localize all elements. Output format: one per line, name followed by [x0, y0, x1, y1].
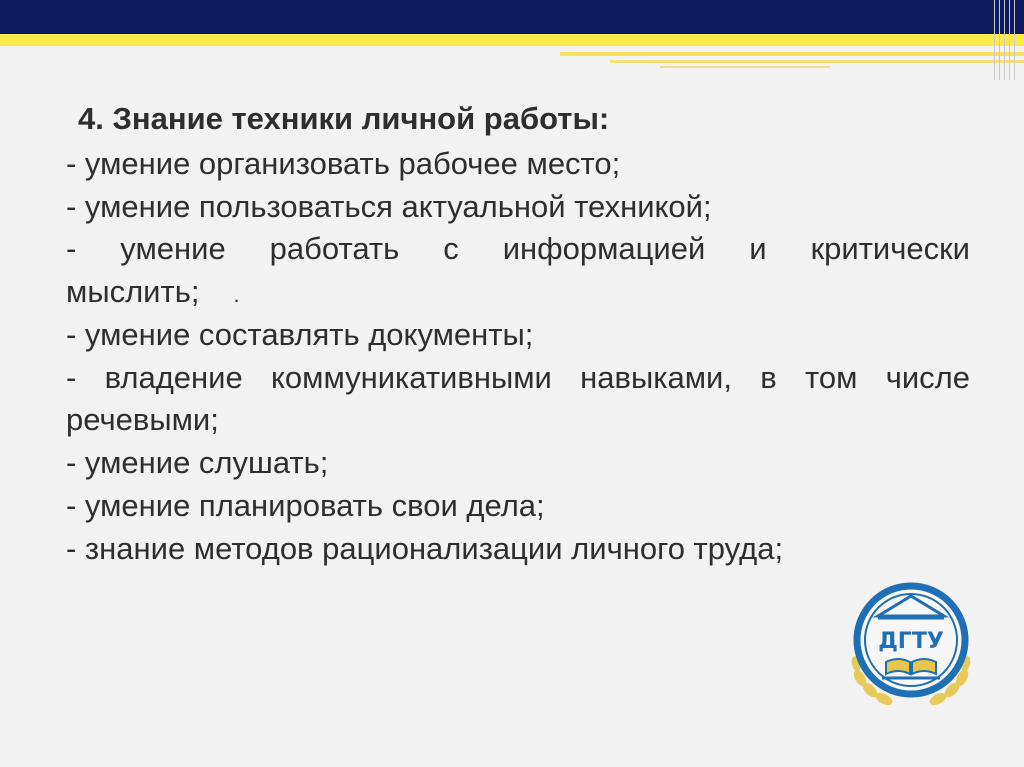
list-item: - умение слушать; [66, 445, 329, 481]
list-item: - умение планировать свои дела; [66, 487, 545, 523]
list-item: - умение организовать рабочее место; [66, 145, 621, 181]
stray-mark: . [233, 282, 240, 308]
header-bar [0, 0, 1024, 34]
header-stripe-thin [660, 66, 830, 68]
list-item-continuation [66, 271, 970, 314]
list-item: - умение составлять документы; [66, 316, 534, 352]
list-item: - знание методов рационализации личного труда; [66, 530, 784, 566]
list-item-text: мыслить; [66, 274, 200, 310]
list-item: - владение коммуникативными навыками, в том числе речевыми; [66, 359, 970, 438]
header-stripe-thin [560, 52, 1024, 56]
header-stripe [0, 34, 1024, 46]
list-item: - умение работать с информацией и критически [66, 231, 970, 267]
list-item: - умение пользоваться актуальной техникой; [66, 188, 712, 224]
slide-heading: 4. Знание техники личной работы: [78, 101, 610, 136]
university-emblem-icon [846, 578, 976, 712]
logo-text: ДГТУ [878, 629, 944, 654]
university-logo [846, 578, 976, 712]
slide-content [66, 98, 970, 570]
corner-lines-decoration [990, 0, 1024, 80]
header-stripe-thin [610, 60, 1024, 63]
